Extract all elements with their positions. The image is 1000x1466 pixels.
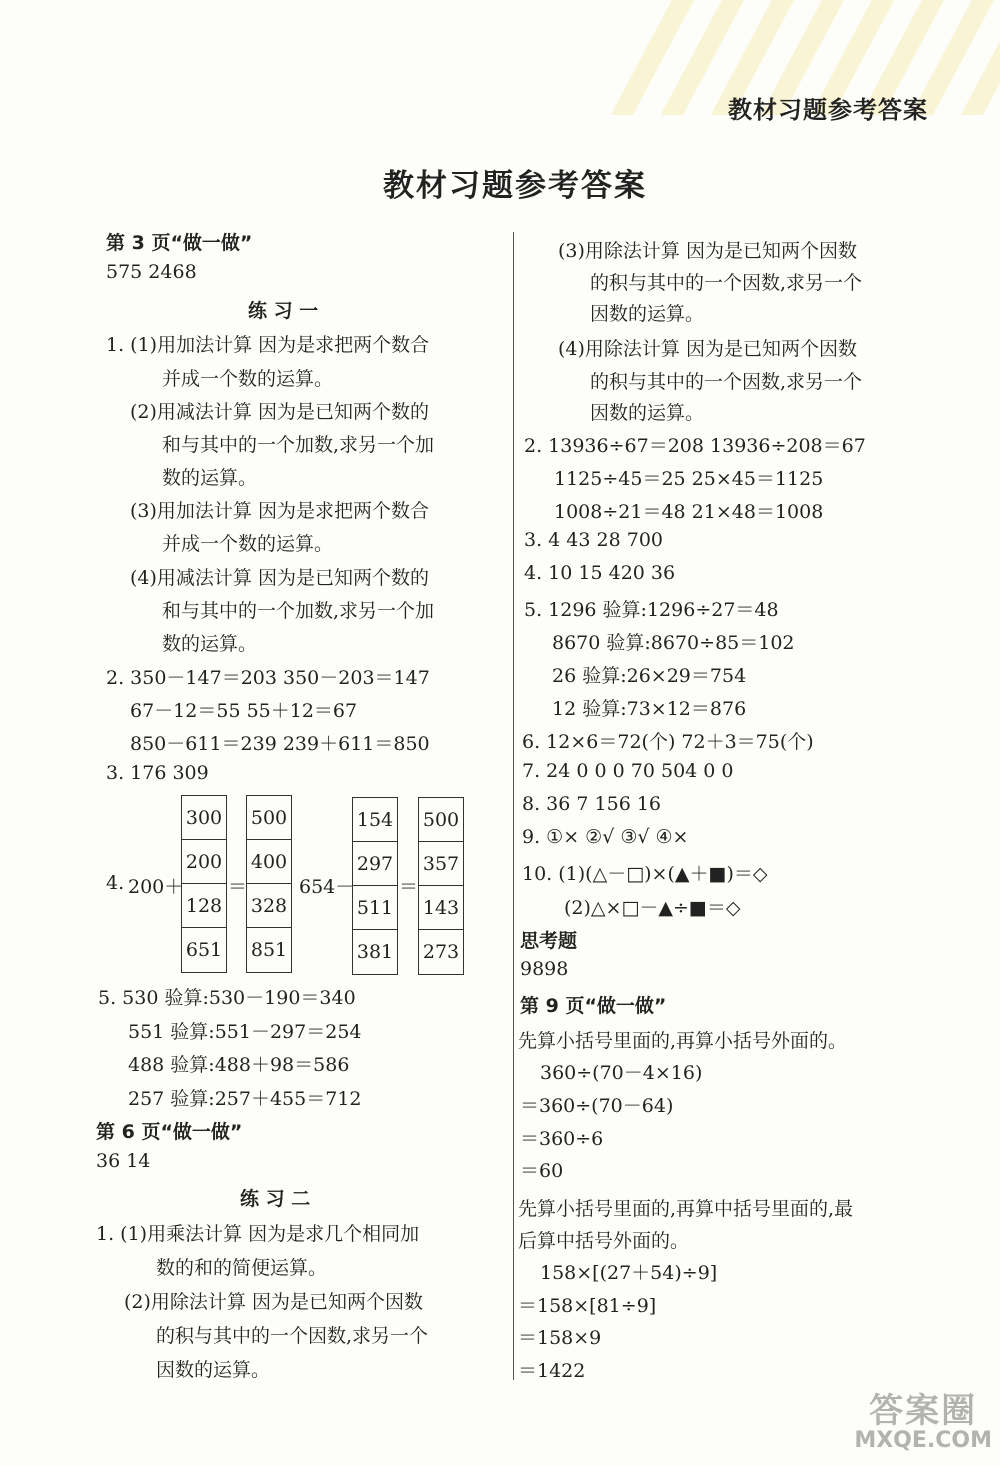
running-header: 教材习题参考答案 <box>728 96 928 124</box>
answer-line: 26 验算:26×29＝754 <box>552 665 747 687</box>
section-heading: 思考题 <box>520 930 578 952</box>
stack-cell: 500 <box>419 798 463 842</box>
answer-line: 7. 24 0 0 0 70 504 0 0 <box>522 760 734 782</box>
stack-cell: 300 <box>182 796 226 840</box>
answer-line: 并成一个数的运算。 <box>162 368 334 390</box>
stack-cell: 511 <box>353 886 397 930</box>
answer-line: 10. (1)(△－□)×(▲＋■)＝◇ <box>522 863 768 885</box>
answer-line: 数的运算。 <box>162 633 258 655</box>
answer-line: 3. 4 43 28 700 <box>524 529 663 551</box>
exercise-heading: 练 习 一 <box>248 300 319 322</box>
answer-line: (2)△×□－▲÷■＝◇ <box>564 897 741 919</box>
answer-line: 9898 <box>520 958 569 980</box>
question-number: 4. <box>106 872 125 894</box>
answer-line: 488 验算:488＋98＝586 <box>128 1054 350 1076</box>
answer-line: 因数的运算。 <box>156 1359 271 1381</box>
stack-cell: 381 <box>356 941 394 963</box>
answer-line: 并成一个数的运算。 <box>162 533 334 555</box>
answer-line: 1. (1)用加法计算 因为是求把两个数合 <box>106 334 430 356</box>
stack-cell: 328 <box>247 884 291 928</box>
answer-line: 6. 12×6＝72(个) 72＋3＝75(个) <box>522 731 814 753</box>
expression-prefix: 200＋ <box>128 876 184 898</box>
number-stack <box>352 797 398 975</box>
answer-line: 的积与其中的一个因数,求另一个 <box>590 371 863 393</box>
answer-line: 的积与其中的一个因数,求另一个 <box>590 272 863 294</box>
watermark-url: MXQE.COM <box>854 1428 992 1453</box>
answer-line: 4. 10 15 420 36 <box>524 562 676 584</box>
section-heading: 第 3 页“做一做” <box>106 232 253 254</box>
stack-cell: 851 <box>250 939 288 961</box>
answer-line: 551 验算:551－297＝254 <box>128 1021 362 1043</box>
stack-cell: 357 <box>419 842 463 886</box>
answer-line: 1008÷21＝48 21×48＝1008 <box>554 501 824 523</box>
answer-line: 8670 验算:8670÷85＝102 <box>552 632 795 654</box>
answer-line: 3. 176 309 <box>106 762 209 784</box>
answer-line: 先算小括号里面的,再算中括号里面的,最 <box>518 1198 854 1220</box>
answer-line: 2. 13936÷67＝208 13936÷208＝67 <box>524 435 866 457</box>
equals-sign: ＝ <box>228 876 248 898</box>
stack-cell: 143 <box>419 886 463 930</box>
answer-line: ＝158×9 <box>518 1327 602 1349</box>
answer-line: 数的运算。 <box>162 467 258 489</box>
answer-line: (4)用除法计算 因为是已知两个因数 <box>558 338 857 360</box>
answer-line: 2. 350－147＝203 350－203＝147 <box>106 667 430 689</box>
answer-line: (3)用除法计算 因为是已知两个因数 <box>558 240 857 262</box>
stack-cell: 651 <box>185 939 223 961</box>
number-stack <box>418 797 464 975</box>
number-stack <box>181 795 227 973</box>
answer-line: 575 2468 <box>106 261 197 283</box>
section-heading: 第 9 页“做一做” <box>520 995 667 1017</box>
answer-line: (3)用加法计算 因为是求把两个数合 <box>130 500 429 522</box>
answer-line: 9. ①× ②√ ③√ ④× <box>522 826 689 848</box>
answer-line: 5. 530 验算:530－190＝340 <box>98 987 356 1009</box>
stack-cell: 273 <box>422 941 460 963</box>
answer-line: 5. 1296 验算:1296÷27＝48 <box>524 599 779 621</box>
watermark-logo <box>854 1391 992 1456</box>
answer-line: ＝360÷6 <box>520 1128 604 1150</box>
column-divider <box>513 232 514 1380</box>
answer-line: 1125÷45＝25 25×45＝1125 <box>554 468 824 490</box>
answer-line: ＝360÷(70－64) <box>520 1095 674 1117</box>
answer-line: 8. 36 7 156 16 <box>522 793 661 815</box>
answer-line: ＝158×[81÷9] <box>518 1295 657 1317</box>
answer-line: (4)用减法计算 因为是已知两个数的 <box>130 567 429 589</box>
stack-cell: 500 <box>247 796 291 840</box>
answer-line: ＝60 <box>520 1160 564 1182</box>
answer-line: (2)用除法计算 因为是已知两个因数 <box>124 1291 423 1313</box>
answer-line: 因数的运算。 <box>590 303 705 325</box>
stack-cell: 154 <box>353 798 397 842</box>
answer-line: 先算小括号里面的,再算小括号外面的。 <box>518 1030 848 1052</box>
equals-sign: ＝ <box>399 876 419 898</box>
stack-cell: 200 <box>182 840 226 884</box>
section-heading: 第 6 页“做一做” <box>96 1121 243 1143</box>
stack-cell: 400 <box>247 840 291 884</box>
exercise-heading: 练 习 二 <box>240 1188 311 1210</box>
answer-line: 数的和的简便运算。 <box>156 1257 328 1279</box>
answer-line: 67－12＝55 55＋12＝67 <box>130 700 358 722</box>
answer-line: 158×[(27＋54)÷9] <box>540 1262 718 1284</box>
answer-line: 257 验算:257＋455＝712 <box>128 1088 362 1110</box>
answer-line: ＝1422 <box>518 1360 586 1382</box>
stack-cell: 128 <box>182 884 226 928</box>
stack-cell: 297 <box>353 842 397 886</box>
expression-prefix: 654－ <box>299 876 355 898</box>
answer-line: 和与其中的一个加数,求另一个加 <box>162 434 435 456</box>
answer-line: 的积与其中的一个因数,求另一个 <box>156 1325 429 1347</box>
answer-line: 12 验算:73×12＝876 <box>552 698 747 720</box>
answer-line: 1. (1)用乘法计算 因为是求几个相同加 <box>96 1223 420 1245</box>
number-stack <box>246 795 292 973</box>
answer-line: (2)用减法计算 因为是已知两个数的 <box>130 401 429 423</box>
answer-line: 和与其中的一个加数,求另一个加 <box>162 600 435 622</box>
answer-line: 后算中括号外面的。 <box>518 1230 690 1252</box>
answer-line: 850－611＝239 239＋611＝850 <box>130 733 430 755</box>
watermark-text: 答案圈 <box>869 1391 978 1431</box>
page-title: 教材习题参考答案 <box>383 168 647 204</box>
answer-line: 360÷(70－4×16) <box>540 1062 703 1084</box>
answer-line: 因数的运算。 <box>590 402 705 424</box>
answer-line: 36 14 <box>96 1150 151 1172</box>
